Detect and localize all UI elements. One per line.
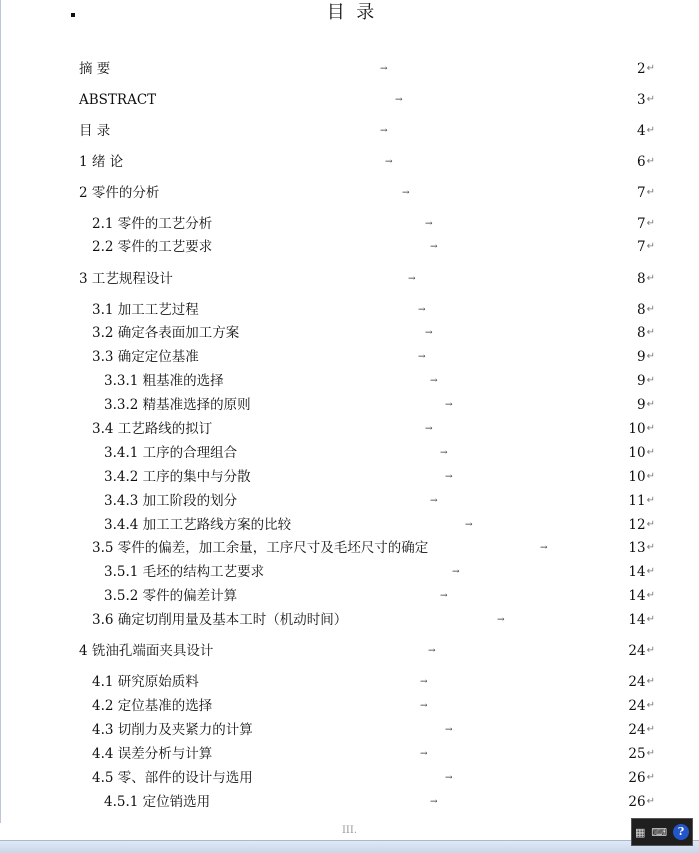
toc-entry-page: 7: [637, 216, 646, 232]
tab-arrow-icon: →: [445, 400, 453, 410]
paragraph-mark-icon: ↵: [646, 700, 655, 711]
tab-arrow-icon: →: [428, 646, 436, 656]
dot-leader: [214, 745, 627, 763]
toc-entry-label: 2 零件的分析: [79, 185, 160, 201]
paragraph-mark-icon: ↵: [646, 63, 655, 74]
tab-arrow-icon: →: [425, 219, 433, 229]
toc-entry-page: 7: [637, 239, 646, 255]
paragraph-mark-icon: ↵: [646, 542, 655, 553]
paragraph-mark-icon: ↵: [646, 125, 655, 136]
tab-arrow-icon: →: [420, 677, 428, 687]
toc-entry-label: 2.1 零件的工艺分析: [92, 216, 213, 232]
paragraph-mark-icon: ↵: [646, 471, 655, 482]
toc-entry-label: 3.4.1 工序的合理组合: [104, 445, 238, 461]
toc-entry[interactable]: [92, 673, 655, 691]
dot-leader: [253, 396, 636, 414]
toc-entry[interactable]: [92, 721, 655, 739]
toc-entry-page: 2: [637, 61, 646, 77]
keyboard-icon[interactable]: ⌨: [651, 825, 668, 839]
ime-toolbar[interactable]: [631, 818, 693, 846]
toc-entry-page: 24: [628, 698, 646, 714]
toc-entry-label: 3.4.3 加工阶段的划分: [104, 493, 238, 509]
toc-entry-page: 14: [628, 564, 646, 580]
toc-entry-label: 3.4 工艺路线的拟订: [92, 421, 213, 437]
paragraph-mark-icon: ↵: [646, 273, 655, 284]
dot-leader: [214, 697, 627, 715]
toc-entry-page: 8: [637, 325, 646, 341]
toc-entry-label: 4.5.1 定位销选用: [104, 794, 211, 810]
dot-leader: [161, 184, 636, 202]
tab-arrow-icon: →: [395, 95, 403, 105]
toc-entry-page: 24: [628, 674, 646, 690]
tab-arrow-icon: →: [540, 543, 548, 553]
tab-arrow-icon: →: [418, 305, 426, 315]
grid-icon[interactable]: ▦: [634, 825, 646, 839]
toc-entry-page: 8: [637, 302, 646, 318]
tab-arrow-icon: →: [430, 376, 438, 386]
toc-entry-page: 11: [628, 493, 646, 509]
toc-entry[interactable]: [104, 563, 655, 581]
paragraph-mark-icon: ↵: [646, 156, 655, 167]
toc-entry-page: 7: [637, 185, 646, 201]
tab-arrow-icon: →: [408, 274, 416, 284]
dot-leader: [201, 348, 636, 366]
dot-leader: [112, 122, 636, 140]
paragraph-mark-icon: ↵: [646, 375, 655, 386]
toc-entry-label: 4.2 定位基准的选择: [92, 698, 213, 714]
dot-leader: [201, 673, 628, 691]
dot-leader: [253, 468, 628, 486]
dot-leader: [349, 611, 627, 629]
tab-arrow-icon: →: [420, 701, 428, 711]
toc-entry[interactable]: [92, 611, 655, 629]
dot-leader: [239, 587, 627, 605]
toc-entry-page: 14: [628, 612, 646, 628]
tab-arrow-icon: →: [425, 328, 433, 338]
toc-entry-page: 26: [628, 770, 646, 786]
toc-entry-page: 9: [637, 397, 646, 413]
help-icon[interactable]: ?: [673, 824, 689, 840]
toc-entry-label: 2.2 零件的工艺要求: [92, 239, 213, 255]
tab-arrow-icon: →: [452, 567, 460, 577]
toc-entry[interactable]: [79, 60, 655, 78]
tab-arrow-icon: →: [385, 157, 393, 167]
dot-leader: [214, 238, 636, 256]
toc-entry-page: 8: [637, 271, 646, 287]
toc-entry-page: 10: [628, 469, 646, 485]
tab-arrow-icon: →: [445, 472, 453, 482]
dot-leader: [215, 642, 627, 660]
status-bar: [0, 840, 699, 853]
paragraph-mark-icon: ↵: [646, 241, 655, 252]
paragraph-mark-icon: ↵: [646, 566, 655, 577]
toc-entry[interactable]: [104, 444, 655, 462]
dot-leader: [266, 563, 627, 581]
dot-leader: [430, 539, 627, 557]
toc-entry[interactable]: [92, 348, 655, 366]
toc-entry-page: 3: [637, 92, 646, 108]
toc-entry[interactable]: [92, 745, 655, 763]
tab-arrow-icon: →: [430, 496, 438, 506]
toc-entry[interactable]: [104, 793, 655, 811]
toc-entry[interactable]: [92, 324, 655, 342]
toc-entry[interactable]: [79, 153, 655, 171]
toc-entry-label: 4.4 误差分析与计算: [92, 746, 213, 762]
toc-entry-label: 3.5 零件的偏差，加工余量，工序尺寸及毛坯尺寸的确定: [92, 540, 429, 556]
dot-leader: [255, 769, 628, 787]
toc-entry[interactable]: [104, 372, 655, 390]
tab-arrow-icon: →: [445, 773, 453, 783]
toc-entry[interactable]: [79, 184, 655, 202]
dot-leader: [255, 721, 628, 739]
toc-entry-page: 12: [628, 517, 646, 533]
paragraph-mark-icon: ↵: [646, 94, 655, 105]
toc-entry-page: 10: [628, 445, 646, 461]
toc-entry-label: 3.3.2 精基准选择的原则: [104, 397, 251, 413]
toc-entry-label: 3.5.1 毛坯的结构工艺要求: [104, 564, 265, 580]
toc-entry-page: 24: [628, 643, 646, 659]
tab-arrow-icon: →: [418, 352, 426, 362]
toc-entry[interactable]: [79, 122, 655, 140]
toc-entry[interactable]: [92, 420, 655, 438]
toc-entry-page: 4: [637, 123, 646, 139]
paragraph-mark-icon: ↵: [646, 187, 655, 198]
paragraph-mark-icon: ↵: [646, 796, 655, 807]
paragraph-mark-icon: ↵: [646, 423, 655, 434]
tab-arrow-icon: →: [445, 725, 453, 735]
toc-entry[interactable]: [92, 769, 655, 787]
toc-entry[interactable]: [79, 270, 655, 288]
tab-arrow-icon: →: [440, 448, 448, 458]
toc-entry-page: 14: [628, 588, 646, 604]
dot-leader: [214, 215, 636, 233]
paragraph-mark-icon: ↵: [646, 351, 655, 362]
toc-entry[interactable]: [92, 215, 655, 233]
tab-arrow-icon: →: [497, 615, 505, 625]
toc-entry-page: 26: [628, 794, 646, 810]
paragraph-mark-icon: ↵: [646, 218, 655, 229]
paragraph-mark-icon: ↵: [646, 399, 655, 410]
toc-entry-page: 6: [637, 154, 646, 170]
dot-leader: [112, 60, 636, 78]
toc-entry[interactable]: [104, 396, 655, 414]
toc-entry[interactable]: [104, 516, 655, 534]
toc-entry-page: 10: [628, 421, 646, 437]
paragraph-mark-icon: ↵: [646, 614, 655, 625]
tab-arrow-icon: →: [380, 126, 388, 136]
paragraph-mark-icon: ↵: [646, 724, 655, 735]
toc-entry-label: 目 录: [79, 123, 111, 139]
toc-entry-label: 3.2 确定各表面加工方案: [92, 325, 240, 341]
paragraph-mark-icon: ↵: [646, 590, 655, 601]
dot-leader: [239, 444, 627, 462]
toc-entry-label: 3.3 确定定位基准: [92, 349, 199, 365]
toc-entry-label: 4.5 零、部件的设计与选用: [92, 770, 253, 786]
toc-entry-label: 4.3 切削力及夹紧力的计算: [92, 722, 253, 738]
page-number-footer: III.: [341, 825, 358, 836]
dot-leader: [293, 516, 627, 534]
toc-entry[interactable]: [92, 539, 655, 557]
toc-entry-label: 3.5.2 零件的偏差计算: [104, 588, 238, 604]
toc-entry[interactable]: [104, 492, 655, 510]
toc-entry-label: 3 工艺规程设计: [79, 271, 173, 287]
toc-entry-page: 13: [628, 540, 646, 556]
toc-entry-label: 4.1 研究原始质料: [92, 674, 199, 690]
dot-leader: [214, 420, 627, 438]
tab-arrow-icon: →: [465, 520, 473, 530]
toc-entry[interactable]: [104, 468, 655, 486]
dot-leader: [175, 270, 636, 288]
toc-entry[interactable]: [79, 91, 655, 109]
tab-arrow-icon: →: [425, 424, 433, 434]
dot-leader: [241, 324, 636, 342]
paragraph-mark-icon: ↵: [646, 447, 655, 458]
dot-leader: [125, 153, 636, 171]
toc-entry[interactable]: [92, 697, 655, 715]
dot-leader: [201, 301, 636, 319]
toc-entry[interactable]: [104, 587, 655, 605]
tab-arrow-icon: →: [430, 797, 438, 807]
toc-entry[interactable]: [79, 642, 655, 660]
tab-arrow-icon: →: [402, 188, 410, 198]
tab-arrow-icon: →: [430, 242, 438, 252]
paragraph-mark-icon: ↵: [646, 304, 655, 315]
toc-entry-page: 9: [637, 373, 646, 389]
tab-arrow-icon: →: [380, 64, 388, 74]
toc-entry-label: 3.6 确定切削用量及基本工时（机动时间）: [92, 612, 348, 628]
toc-entry[interactable]: [92, 238, 655, 256]
toc-entry[interactable]: [92, 301, 655, 319]
dot-leader: [226, 372, 636, 390]
paragraph-mark-icon: ↵: [646, 327, 655, 338]
toc-entry-label: 3.4.4 加工工艺路线方案的比较: [104, 517, 292, 533]
paragraph-mark-icon: ↵: [646, 495, 655, 506]
toc-entry-label: 3.3.1 粗基准的选择: [104, 373, 224, 389]
toc-entry-label: 3.1 加工工艺过程: [92, 302, 199, 318]
tab-arrow-icon: →: [440, 591, 448, 601]
paragraph-mark-icon: ↵: [646, 519, 655, 530]
toc-entry-page: 9: [637, 349, 646, 365]
toc-entry-label: 3.4.2 工序的集中与分散: [104, 469, 251, 485]
paragraph-mark-icon: ↵: [646, 748, 655, 759]
tab-arrow-icon: →: [420, 749, 428, 759]
toc-entry-page: 24: [628, 722, 646, 738]
dot-leader: [239, 492, 627, 510]
paragraph-mark-icon: ↵: [646, 772, 655, 783]
toc-entry-page: 25: [628, 746, 646, 762]
dot-leader: [212, 793, 627, 811]
toc-entry-label: ABSTRACT: [79, 92, 157, 108]
paragraph-mark-icon: ↵: [646, 645, 655, 656]
dot-leader: [158, 91, 636, 109]
toc-entry-label: 4 铣油孔端面夹具设计: [79, 643, 214, 659]
toc-title: 目 录: [326, 2, 375, 23]
toc-entry-label: 摘 要: [79, 61, 111, 77]
paragraph-mark-icon: ↵: [646, 676, 655, 687]
toc-entry-label: 1 绪 论: [79, 154, 124, 170]
